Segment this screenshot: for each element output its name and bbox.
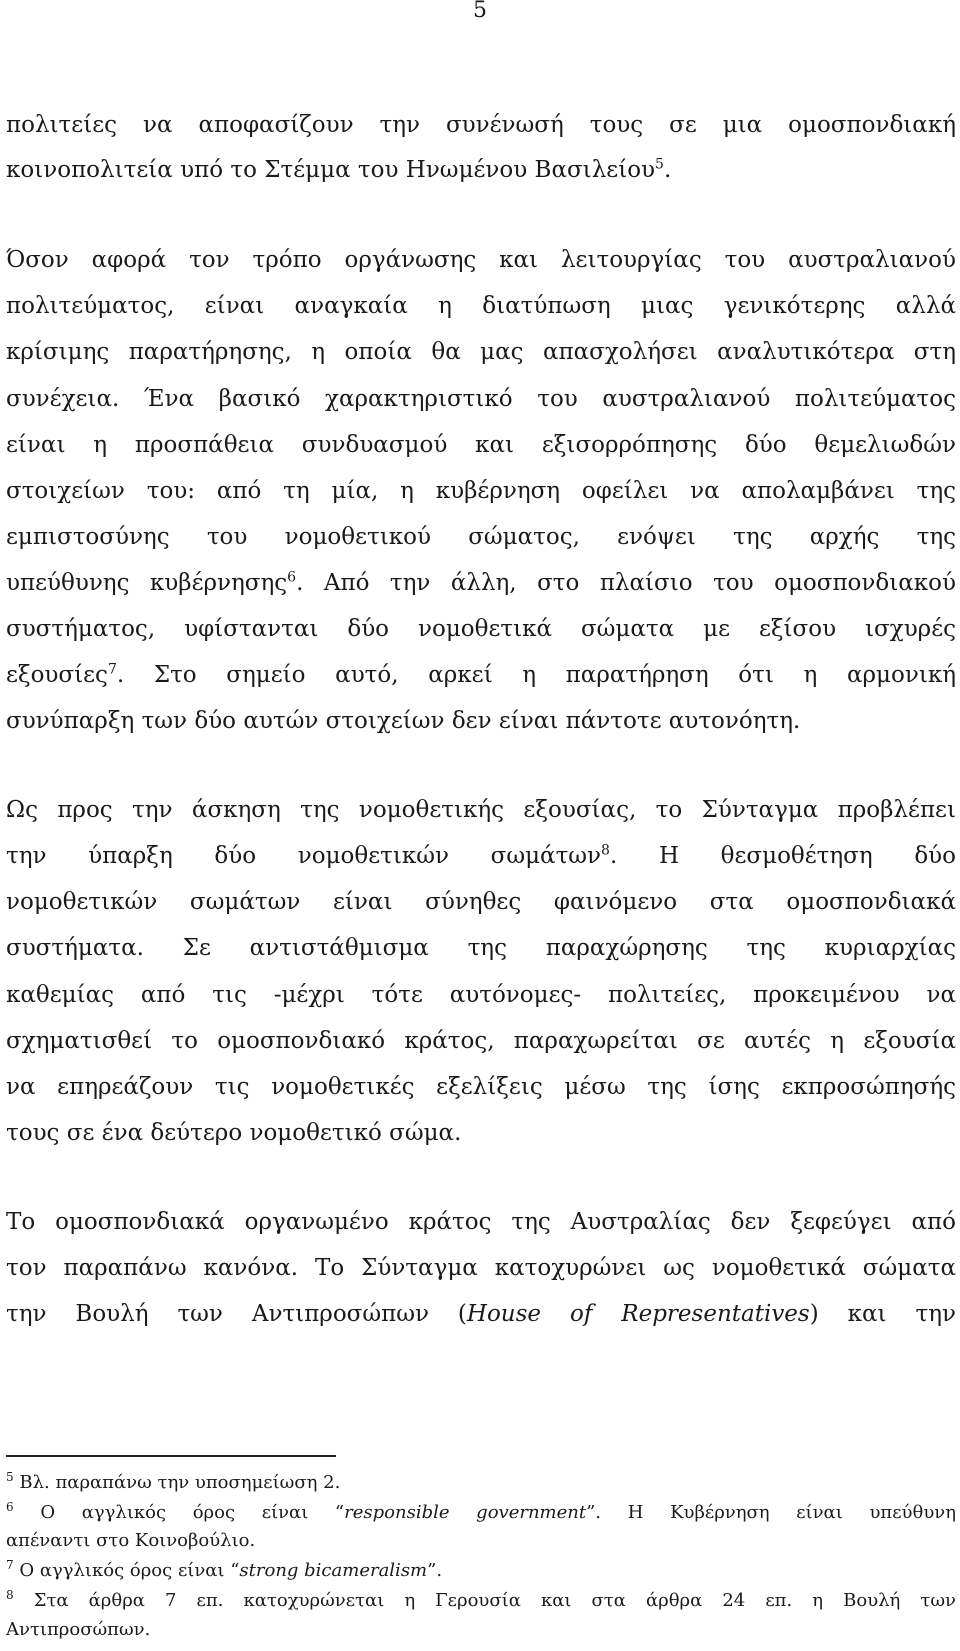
body-line: την ύπαρξη δύο νομοθετικών σωμάτων$^8$. Η θεσμοθέτηση δύο (6, 842, 956, 869)
footnote: $^5$ Βλ. παραπάνω την υποσημείωση 2. (6, 1470, 341, 1493)
body-line: Το ομοσπονδιακά οργανωμένο κράτος της Αυστραλίας δεν ξεφεύγει από (6, 1209, 956, 1235)
footnote-ref: 7 (107, 661, 117, 678)
body-line: σχηματισθεί το ομοσπονδιακό κράτος, παραχωρείται σε αυτές η εξουσία (6, 1028, 956, 1054)
footnote: $^6$ Ο αγγλικός όρος είναι “responsible government”. Η Κυβέρνηση είναι υπεύθυνη (6, 1500, 956, 1523)
footnote-ref: 6 (287, 569, 297, 586)
footnote-number: 7 (6, 1558, 14, 1572)
body-line: τους σε ένα δεύτερο νομοθετικό σώμα. (6, 1120, 462, 1146)
body-line: νομοθετικών σωμάτων είναι σύνηθες φαινόμενο στα ομοσπονδιακά (6, 889, 956, 915)
body-line: είναι η προσπάθεια συνδυασμού και εξισορρόπησης δύο θεμελιωδών (6, 432, 956, 458)
body-line: συστήματα. Σε αντιστάθμισμα της παραχώρησης της κυριαρχίας (6, 935, 956, 961)
body-line: εξουσίες$^7$. Στο σημείο αυτό, αρκεί η παρατήρηση ότι η αρμονική (6, 661, 956, 688)
body-line: τον παραπάνω κανόνα. Το Σύνταγμα κατοχυρώνει ως νομοθετικά σώματα (6, 1255, 956, 1281)
body-line: καθεμίας από τις -μέχρι τότε αυτόνομες- πολιτείες, προκειμένου να (6, 982, 956, 1008)
body-line: στοιχείων του: από τη μία, η κυβέρνηση οφείλει να απολαμβάνει της (6, 478, 956, 504)
italic-term: responsible government (344, 1502, 587, 1523)
footnote-continuation: απέναντι στο Κοινοβούλιο. (6, 1530, 256, 1551)
body-line: κρίσιμης παρατήρησης, η οποία θα μας απασχολήσει αναλυτικότερα στη (6, 339, 956, 365)
body-line: συνέχεια. Ένα βασικό χαρακτηριστικό του αυστραλιανού πολιτεύματος (6, 386, 956, 412)
body-line: την Βουλή των Αντιπροσώπων (House of Representatives) και την (6, 1301, 956, 1327)
body-line: συστήματος, υφίστανται δύο νομοθετικά σώματα με εξίσου ισχυρές (6, 616, 956, 642)
body-line: υπεύθυνης κυβέρνησης$^6$. Από την άλλη, στο πλαίσιο του ομοσπονδιακού (6, 569, 956, 596)
body-line: Ως προς την άσκηση της νομοθετικής εξουσίας, το Σύνταγμα προβλέπει (6, 797, 956, 823)
footnote: $^8$ Στα άρθρα 7 επ. κατοχυρώνεται η Γερουσία και στα άρθρα 24 επ. η Βουλή των (6, 1588, 956, 1611)
body-line: να επηρεάζουν τις νομοθετικές εξελίξεις μέσω της ίσης εκπροσώπησής (6, 1074, 956, 1100)
body-line: πολιτεύματος, είναι αναγκαία η διατύπωση μιας γενικότερης αλλά (6, 293, 956, 319)
footnote-continuation: Αντιπροσώπων. (6, 1619, 151, 1640)
footnote-separator (6, 1455, 336, 1457)
footnote-number: 8 (6, 1588, 14, 1602)
body-line: πολιτείες να αποφασίζουν την συνένωσή τους σε μια ομοσπονδιακή (6, 112, 956, 138)
footnote-ref: 8 (601, 842, 610, 859)
body-line: κοινοπολιτεία υπό το Στέμμα του Ηνωμένου Βασιλείου$^5$. (6, 156, 672, 183)
footnote: $^7$ Ο αγγλικός όρος είναι “strong bicameralism”. (6, 1558, 443, 1581)
page-number: 5 (473, 0, 487, 23)
italic-term: strong bicameralism (239, 1560, 428, 1581)
footnote-ref: 5 (655, 156, 664, 173)
body-line: συνύπαρξη των δύο αυτών στοιχείων δεν είναι πάντοτε αυτονόητη. (6, 708, 801, 734)
footnote-number: 6 (6, 1500, 14, 1514)
body-line: Όσον αφορά τον τρόπο οργάνωσης και λειτουργίας του αυστραλιανού (6, 247, 956, 273)
italic-term: House of Representatives (466, 1301, 810, 1327)
footnote-number: 5 (6, 1470, 14, 1484)
body-line: εμπιστοσύνης του νομοθετικού σώματος, ενόψει της αρχής της (6, 524, 956, 550)
